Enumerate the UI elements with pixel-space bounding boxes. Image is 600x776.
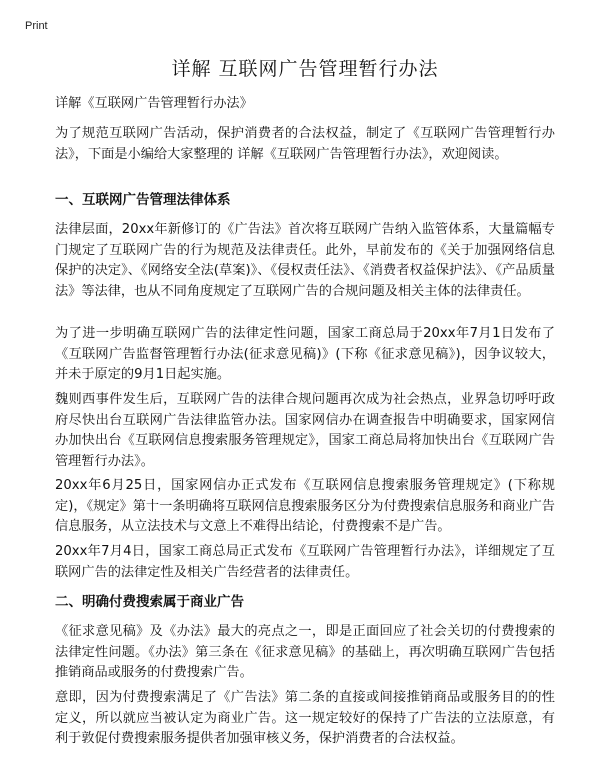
paragraph: 20xx年7月4日，国家工商总局正式发布《互联网广告管理暂行办法》，详细规定了互联网广告的法律定性及相关广告经营者的法律责任。	[55, 544, 555, 580]
paragraph: 意即，因为付费搜索满足了《广告法》第二条的直接或间接推销商品或服务目的的性定义，所以就应当被认定为商业广告。这一规定较好的保持了广告法的立法原意，有利于敦促付费搜索服务提供者加强审核义务，保护消费者的合法权益。	[55, 690, 555, 746]
document-title: 详解 互联网广告管理暂行办法	[171, 58, 439, 80]
paragraph: 20xx年6月25日，国家网信办正式发布《互联网信息搜索服务管理规定》(下称规定)，《规定》第十一条明确将互联网信息搜索服务区分为付费搜索信息服务和商业广告信息服务，从立法技术与文意上不难得出结论，付费搜索不是广告。	[55, 478, 555, 534]
paragraph: 《征求意见稿》及《办法》最大的亮点之一，即是正面回应了社会关切的付费搜索的法律定性问题。《办法》第三条在《征求意见稿》的基础上，再次明确互联网广告包括推销商品或服务的付费搜索广告。	[55, 624, 555, 680]
paragraph: 法律层面，20xx年新修订的《广告法》首次将互联网广告纳入监管体系，大量篇幅专门规定了互联网广告的行为规范及法律责任。此外，早前发布的《关于加强网络信息保护的决定》、《网络安全法(草案)》、《侵权责任法》、《消费者权益保护法》、《产品质量法》等法律，也从不同角度规定了互联网广告的合规问题及相关主体的法律责任。	[55, 222, 555, 299]
intro-paragraph: 为了规范互联网广告活动，保护消费者的合法权益，制定了《互联网广告管理暂行办法》，下面是小编给大家整理的 详解《互联网广告管理暂行办法》，欢迎阅读。	[55, 126, 555, 162]
paragraph: 魏则西事件发生后，互联网广告的法律合规问题再次成为社会热点，业界急切呼吁政府尽快出台互联网广告法律监管办法。国家网信办在调查报告中明确要求，国家网信办加快出台《互联网信息搜索服务管理规定》，国家工商总局将加快出台《互联网广告管理暂行办法》。	[55, 392, 555, 469]
document-subtitle: 详解《互联网广告管理暂行办法》	[55, 96, 253, 111]
section-heading-1: 一、互联网广告管理法律体系	[55, 192, 231, 208]
print-label: Print	[25, 20, 48, 32]
paragraph: 为了进一步明确互联网广告的法律定性问题，国家工商总局于20xx年7月1日发布了《互联网广告监督管理暂行办法(征求意见稿)》(下称《征求意见稿》)，因争议较大，并未于原定的9月1日起实施。	[55, 326, 555, 382]
section-heading-2: 二、明确付费搜索属于商业广告	[55, 594, 244, 610]
